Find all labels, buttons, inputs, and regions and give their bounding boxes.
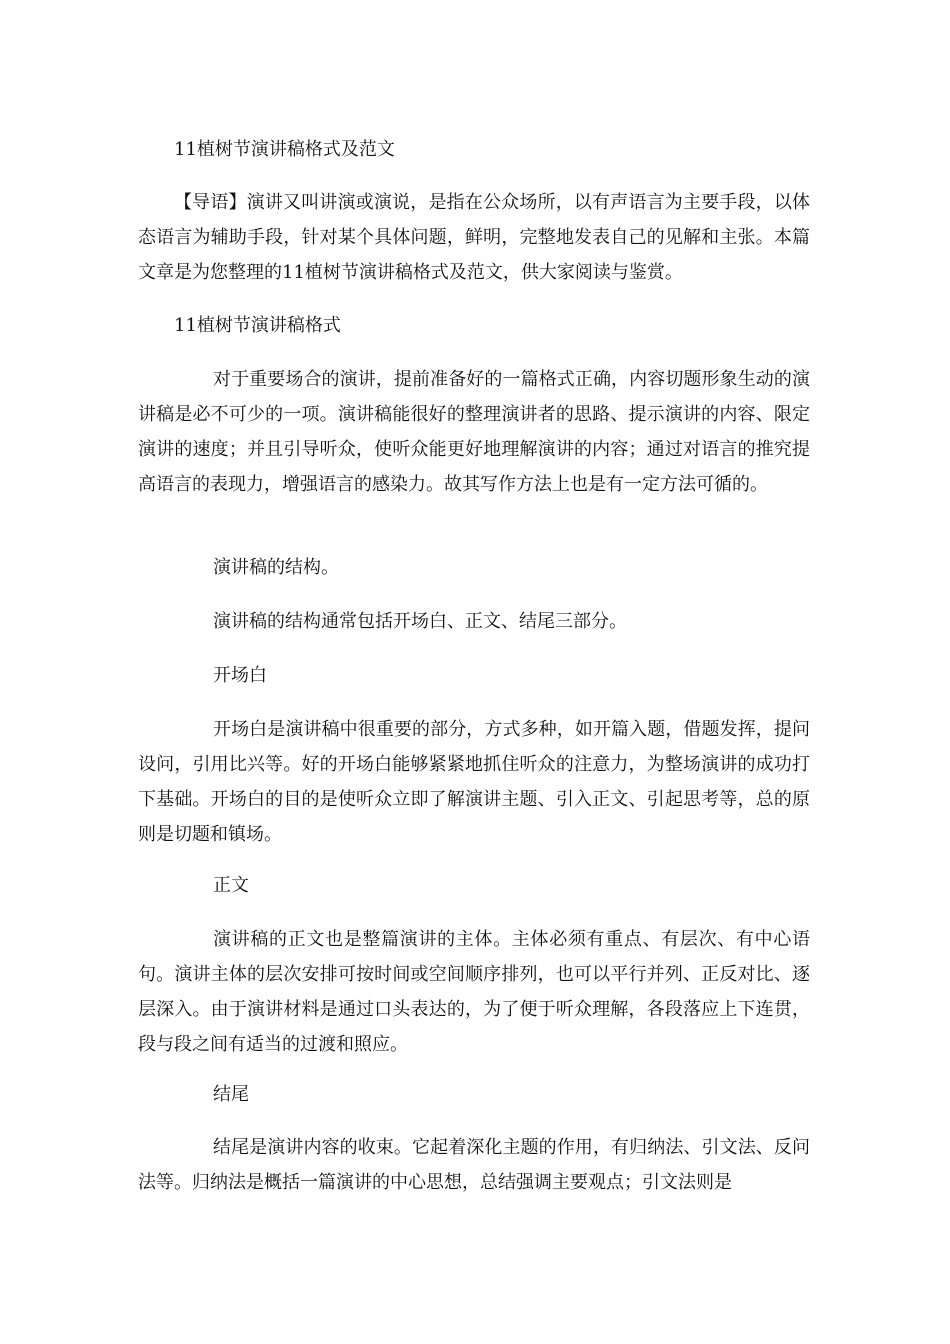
ending-heading: 结尾 [213, 1084, 249, 1105]
body-paragraph: 演讲稿的正文也是整篇演讲的主体。主体必须有重点、有层次、有中心语句。演讲主体的层次安排可按时间或空间顺序排列，也可以平行并列、正反对比、逐层深入。由于演讲材料是通过口头表达的，为了便于听众理解，各段落应上下连贯，段与段之间有适当的过渡和照应。 [138, 929, 810, 1055]
ending-paragraph: 结尾是演讲内容的收束。它起着深化主题的作用，有归纳法、引文法、反问法等。归纳法是概括一篇演讲的中心思想，总结强调主要观点；引文法则是 [138, 1137, 810, 1193]
section-heading: 11植树节演讲稿格式 [174, 315, 341, 336]
body-heading: 正文 [213, 875, 249, 896]
structure-heading: 演讲稿的结构。 [213, 557, 339, 578]
opening-paragraph: 开场白是演讲稿中很重要的部分，方式多种，如开篇入题，借题发挥，提问设问，引用比兴等。好的开场白能够紧紧地抓住听众的注意力，为整场演讲的成功打下基础。开场白的目的是使听众立即了解演讲主题、引入正文、引起思考等，总的原则是切题和镇场。 [138, 719, 810, 845]
intro-paragraph: 【导语】演讲又叫讲演或演说，是指在公众场所，以有声语言为主要手段，以体态语言为辅助手段，针对某个具体问题，鲜明，完整地发表自己的见解和主张。本篇文章是为您整理的11植树节演讲稿格式及范文，供大家阅读与鉴赏。 [138, 192, 810, 283]
opening-heading: 开场白 [213, 665, 267, 686]
importance-paragraph: 对于重要场合的演讲，提前准备好的一篇格式正确，内容切题形象生动的演讲稿是必不可少的一项。演讲稿能很好的整理演讲者的思路、提示演讲的内容、限定演讲的速度；并且引导听众，使听众能更好地理解演讲的内容；通过对语言的推究提高语言的表现力，增强语言的感染力。故其写作方法上也是有一定方法可循的。 [138, 369, 810, 495]
document-title: 11植树节演讲稿格式及范文 [174, 139, 395, 160]
structure-paragraph: 演讲稿的结构通常包括开场白、正文、结尾三部分。 [213, 611, 627, 632]
